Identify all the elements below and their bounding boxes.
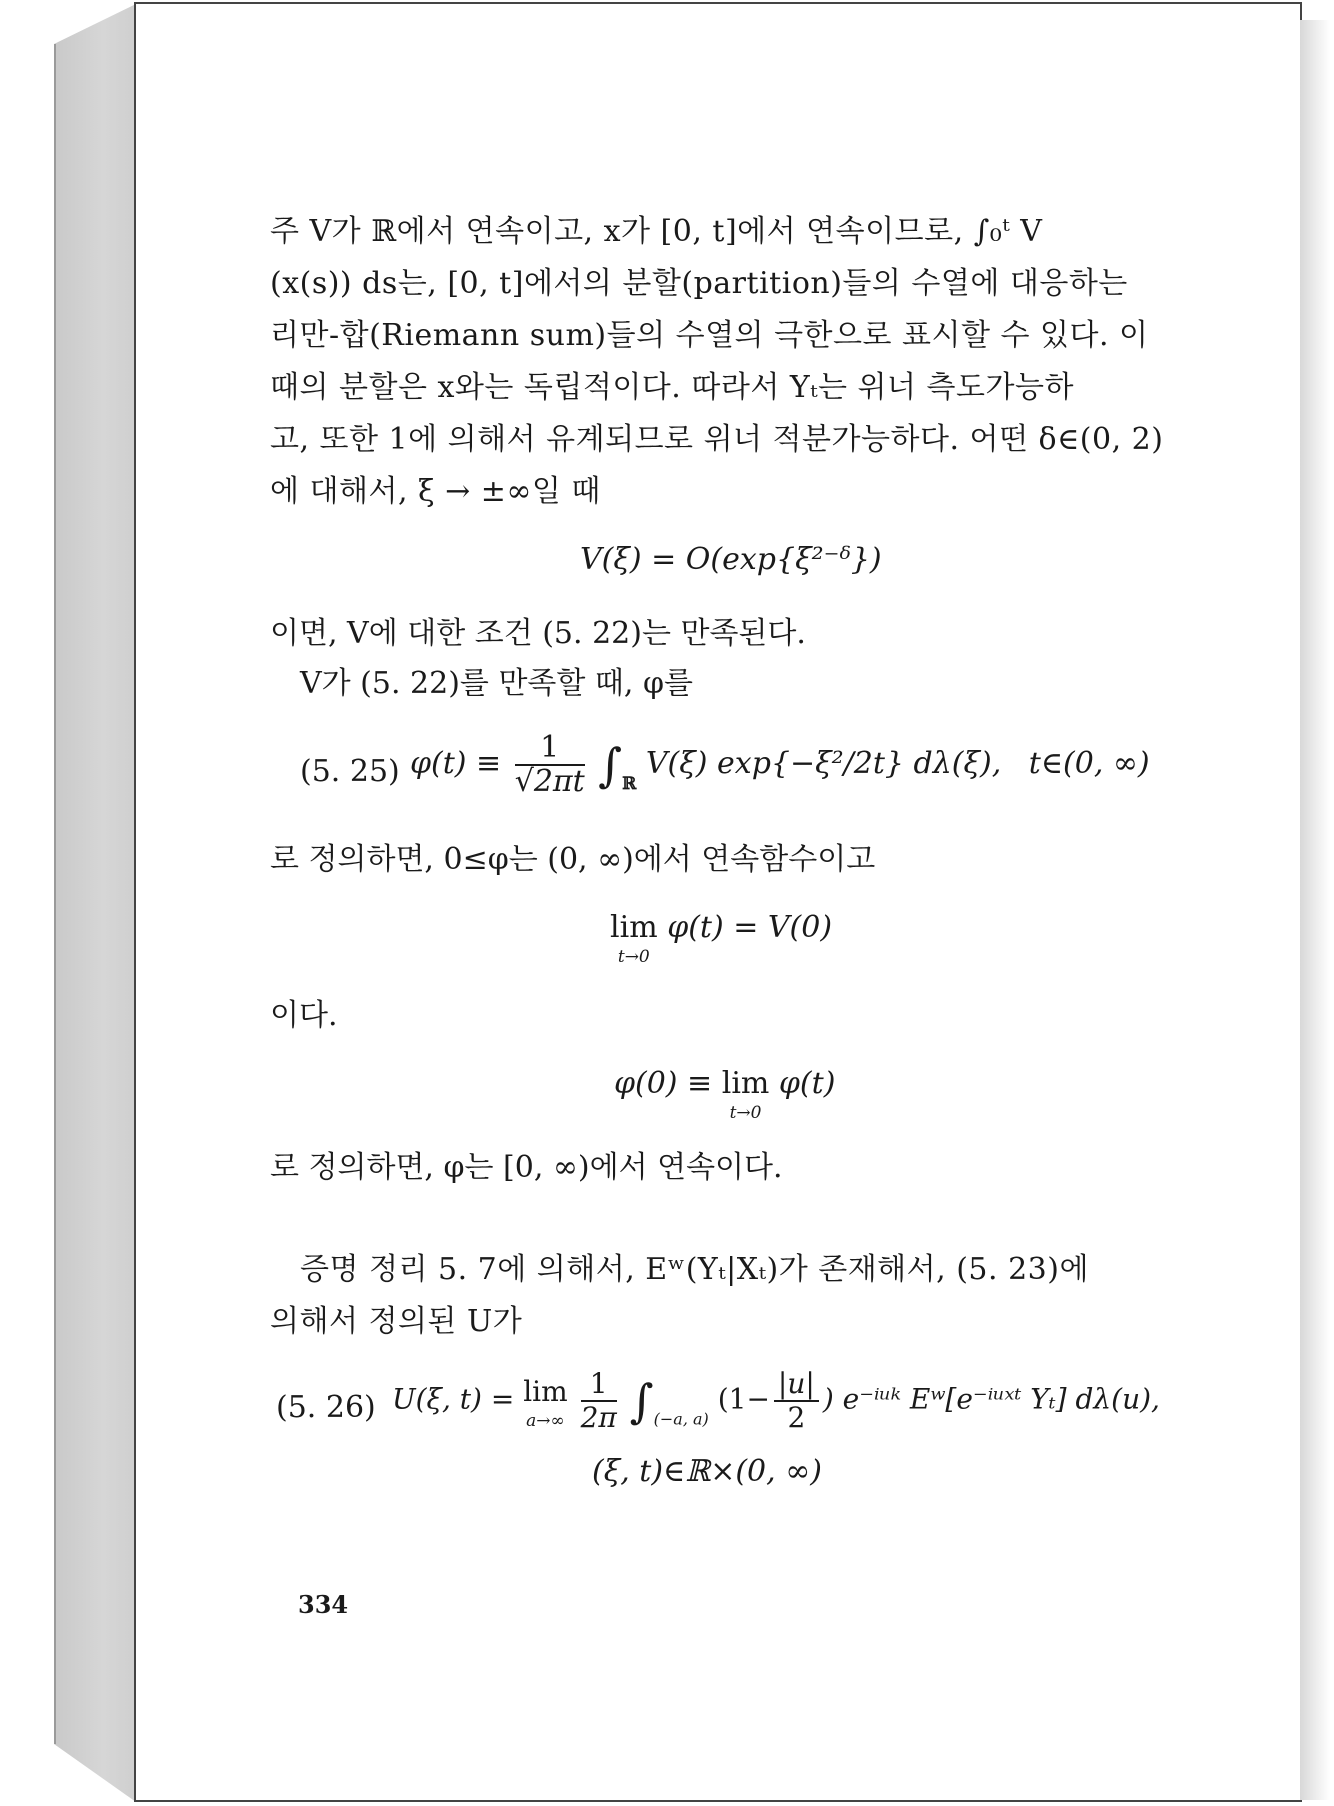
equation-5-26 (392, 1368, 1160, 1440)
eq-body: φ(t) (778, 1066, 836, 1101)
proof-paragraph (270, 1244, 1170, 1348)
lim-text: lim (523, 1375, 568, 1408)
paragraph-1 (270, 206, 1170, 518)
text-line: 증명 정리 5. 7에 의해서, Eʷ(Yₜ|Xₜ)가 존재해서, (5. 23)에 (300, 1252, 1089, 1287)
page-shadow (1300, 20, 1330, 1800)
text-line: 에 대해서, ξ → ±∞일 때 (270, 474, 601, 509)
equation-number: (5. 26) (276, 1390, 376, 1425)
text-line: 이면, V에 대한 조건 (5. 22)는 만족된다. (270, 616, 806, 651)
limit-operator (523, 1372, 567, 1430)
integral-sub: ℝ (622, 774, 637, 794)
eq-body: V(ξ) exp{−ξ²/2t} dλ(ξ), (645, 746, 1002, 781)
equation-5-25 (410, 732, 1150, 804)
book-spine (54, 4, 136, 1802)
text-line: 의해서 정의된 U가 (270, 1304, 523, 1339)
text-line: (x(s)) ds는, [0, t]에서의 분할(partition)들의 수열에 대응하는 (270, 266, 1128, 301)
frac-den: 2π (580, 1401, 617, 1434)
eq-body: φ(t) = V(0) (667, 910, 833, 945)
lim-sub: t→0 (729, 1103, 762, 1123)
text-line: 때의 분할은 x와는 독립적이다. 따라서 Yₜ는 위너 측도가능하 (270, 370, 1074, 405)
frac-num: 1 (581, 1368, 617, 1402)
frac-num: 1 (515, 732, 585, 766)
lim-sub: t→0 (617, 947, 650, 967)
inner-fraction (774, 1368, 819, 1434)
inner-num: |u| (774, 1368, 819, 1402)
limit-operator (610, 908, 658, 966)
eq-lhs: φ(t) ≡ (410, 746, 502, 781)
text-line: 리만-합(Riemann sum)들의 수열의 극한으로 표시할 수 있다. 이 (270, 318, 1149, 353)
equation-domain: (ξ, t)∈ℝ×(0, ∞) (592, 1454, 822, 1489)
spine-edge (54, 44, 56, 1744)
equation-limit (610, 908, 832, 966)
eq-domain: t∈(0, ∞) (1028, 746, 1150, 781)
limit-operator (722, 1064, 770, 1122)
lim-text: lim (721, 1066, 770, 1101)
page-number: 334 (298, 1590, 349, 1619)
integral-sign: ∫ (629, 1374, 654, 1428)
eq-lhs: φ(0) ≡ (614, 1066, 713, 1101)
text-line: 로 정의하면, 0≤φ는 (0, ∞)에서 연속함수이고 (270, 842, 876, 877)
fraction (581, 1368, 617, 1434)
lim-sub: a→∞ (526, 1411, 565, 1431)
frac-den: √2πt (514, 764, 585, 799)
text-line: 이다. (270, 998, 338, 1033)
paren-open: (1− (717, 1382, 770, 1416)
text-line: 로 정의하면, φ는 [0, ∞)에서 연속이다. (270, 1150, 783, 1185)
inner-den: 2 (787, 1401, 806, 1434)
lim-text: lim (610, 910, 658, 945)
integral-sign: ∫ (598, 738, 623, 792)
integral-sub: (−a, a) (653, 1409, 709, 1429)
text-line: 고, 또한 1에 의해서 유계되므로 위너 적분가능하다. 어떤 δ∈(0, 2) (270, 422, 1164, 457)
equation-v-growth: V(ξ) = O(exp{ξ²⁻ᵟ}) (580, 542, 882, 577)
text-line: 주 V가 ℝ에서 연속이고, x가 [0, t]에서 연속이므로, ∫₀ᵗ V (270, 214, 1043, 249)
fraction (515, 732, 585, 798)
text-line: V가 (5. 22)를 만족할 때, φ를 (300, 666, 693, 701)
eq-rest: ) e⁻ⁱᵘᵏ Eʷ[e⁻ⁱᵘˣᵗ Yₜ] dλ(u), (822, 1382, 1160, 1416)
equation-number: (5. 25) (300, 754, 400, 789)
eq-lhs: U(ξ, t) = (392, 1382, 515, 1416)
equation-phi-zero (614, 1064, 835, 1122)
